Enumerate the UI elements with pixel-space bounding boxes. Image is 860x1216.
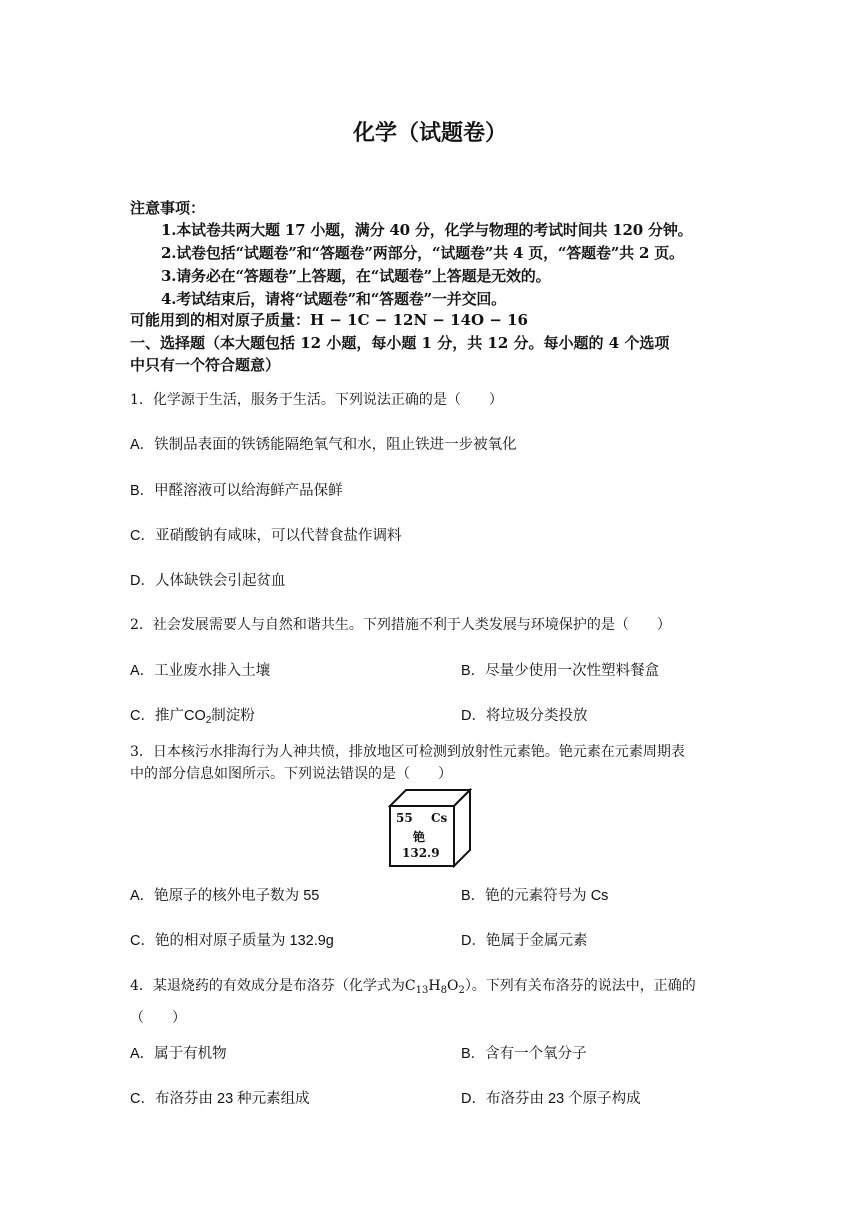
q4-formula-o: O	[446, 978, 459, 994]
q4-stem-post: ）。下列有关布洛芬的说法中，正确的	[464, 978, 696, 994]
question-3-option-a: A．铯原子的核外电子数为 55	[130, 888, 320, 904]
question-2-option-b: B．尽量少使用一次性塑料餐盒	[461, 663, 660, 679]
question-3-option-c: C．铯的相对原子质量为 132.9g	[130, 933, 334, 949]
q4-formula-h: H	[428, 978, 441, 994]
question-1-option-d: D．人体缺铁会引起贫血	[130, 573, 286, 589]
element-mass: 132.9	[402, 846, 440, 860]
page-title: 化学（试题卷）	[352, 120, 507, 146]
q4-sub-o: 2	[458, 985, 465, 996]
question-3-stem-line-2: 中的部分信息如图所示。下列说法错误的是（ ）	[130, 766, 452, 782]
question-4-option-b: B．含有一个氧分子	[461, 1046, 587, 1062]
question-4-stem-line-2: （ ）	[130, 1010, 186, 1026]
co2-subscript: 2	[205, 715, 212, 726]
q4-stem-pre: 4．某退烧药的有效成分是布洛芬（化学式为C	[130, 978, 416, 994]
question-1-stem: 1．化学源于生活，服务于生活。下列说法正确的是（ ）	[130, 392, 503, 408]
notice-item-4: 4.考试结束后，请将“试题卷”和“答题卷”一并交回。	[161, 290, 506, 308]
question-3-option-d: D．铯属于金属元素	[461, 933, 588, 949]
question-2-option-d: D．将垃圾分类投放	[461, 708, 588, 724]
option-c-text: C．推广CO	[130, 708, 206, 724]
question-2-stem: 2．社会发展需要人与自然和谐共生。下列措施不利于人类发展与环境保护的是（ ）	[130, 617, 671, 633]
question-4-option-a: A．属于有机物	[130, 1046, 227, 1062]
section-heading-line-1: 一、选择题（本大题包括 12 小题，每小题 1 分，共 12 分。每小题的 4 个选项	[130, 334, 670, 352]
section-heading-line-2: 中只有一个符合题意）	[130, 356, 281, 374]
notice-item-3: 3.请务必在“答题卷”上答题，在“试题卷”上答题是无效的。	[161, 267, 551, 285]
question-1-option-b: B．甲醛溶液可以给海鲜产品保鲜	[130, 483, 343, 499]
question-2-option-c	[130, 704, 255, 726]
question-2-option-a: A．工业废水排入土壤	[130, 663, 271, 679]
element-number: 55	[396, 811, 413, 825]
q4-sub-c: 13	[415, 985, 429, 996]
question-4-stem-line-1	[130, 975, 696, 996]
question-4-option-c: C．布洛芬由 23 种元素组成	[130, 1091, 310, 1107]
question-4-option-d: D．布洛芬由 23 个原子构成	[461, 1091, 641, 1107]
question-3-stem-line-1: 3．日本核污水排海行为人神共愤，排放地区可检测到放射性元素铯。铯元素在元素周期表	[130, 744, 685, 760]
atomic-mass-line: 可能用到的相对原子质量：H − 1C − 12N − 14O − 16	[130, 311, 528, 329]
notice-item-2: 2.试卷包括“试题卷”和“答题卷”两部分，“试题卷”共 4 页，“答题卷”共 2 页。	[161, 244, 684, 262]
element-symbol: Cs	[431, 811, 448, 825]
q4-sub-h: 8	[440, 985, 447, 996]
element-name: 铯	[413, 830, 426, 844]
option-c-tail: 制淀粉	[211, 708, 255, 724]
element-card-cesium	[388, 788, 472, 868]
question-3-option-b: B．铯的元素符号为 Cs	[461, 888, 609, 904]
question-1-option-c: C．亚硝酸钠有咸味，可以代替食盐作调料	[130, 528, 402, 544]
notice-heading: 注意事项：	[130, 199, 206, 217]
question-1-option-a: A．铁制品表面的铁锈能隔绝氧气和水，阻止铁进一步被氧化	[130, 437, 517, 453]
notice-item-1: 1.本试卷共两大题 17 小题，满分 40 分，化学与物理的考试时间共 120 分钟。	[161, 221, 693, 239]
